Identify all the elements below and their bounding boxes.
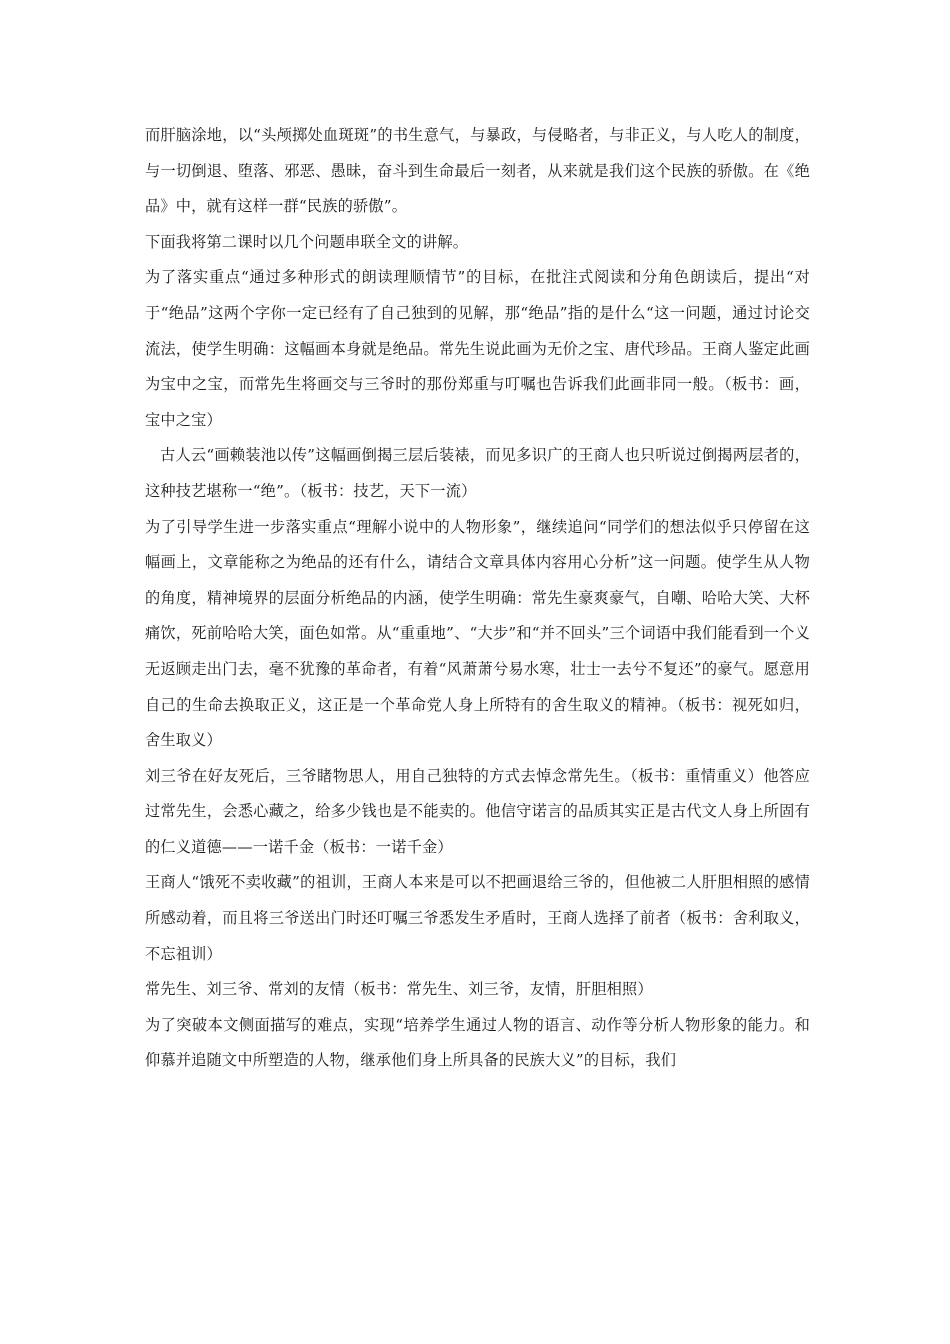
- paragraph-mounting-skill: 古人云“画赖装池以传”这幅画倒揭三层后装裱，而见多识广的王商人也只听说过倒揭两层者的，这种技艺堪称一“绝”。（板书：技艺，天下一流）: [145, 446, 810, 500]
- paragraph-teaching-goal: 为了突破本文侧面描写的难点，实现“培养学生通过人物的语言、动作等分析人物形象的能力。和仰慕并追随文中所塑造的人物，继承他们身上所具备的民族大义”的目标，我们: [145, 1015, 810, 1070]
- paragraph-painting-masterpiece: 为了落实重点“通过多种形式的朗读理顺情节”的目标，在批注式阅读和分角色朗读后，提出“对于“绝品”这两个字你一定已经有了自己独到的见解，那“绝品”指的是什么“这一问题，通过讨论交流法，使学生明确：这幅画本身就是绝品。常先生说此画为无价之宝、唐代珍品。王商人鉴定此画为宝中之宝，而常先生将画交与三爷时的那份郑重与叮嘱也告诉我们此画非同一般。（板书：画，宝中之宝）: [145, 268, 810, 429]
- paragraph-lesson-intro: 下面我将第二课时以几个问题串联全文的讲解。: [145, 232, 469, 251]
- document-page: [145, 118, 810, 1079]
- paragraph-friendship: 常先生、刘三爷、常刘的友情（板书：常先生、刘三爷，友情，肝胆相照）: [145, 980, 653, 999]
- paragraph-national-pride: 而肝脑涂地，以“头颅掷处血斑斑”的书生意气，与暴政，与侵略者，与非正义，与人吃人的制度，与一切倒退、堕落、邪恶、愚昧，奋斗到生命最后一刻者，从来就是我们这个民族的骄傲。在《绝品》中，就有这样一群“民族的骄傲”。: [145, 126, 810, 216]
- paragraph-merchant-wang: 王商人“饿死不卖收藏”的祖训，王商人本来是可以不把画退给三爷的，但他被二人肝胆相照的感情所感动着，而且将三爷送出门时还叮嘱三爷悉发生矛盾时，王商人选择了前者（板书：舍利取义，不忘祖训）: [145, 873, 810, 963]
- paragraph-third-master-liu: 刘三爷在好友死后，三爷睹物思人，用自己独特的方式去悼念常先生。（板书：重情重义）他答应过常先生，会悉心藏之，给多少钱也是不能卖的。他信守诺言的品质其实正是古代文人身上所固有的仁义道德——一诺千金（板书：一诺千金）: [145, 766, 810, 856]
- paragraph-mr-chang: 为了引导学生进一步落实重点“理解小说中的人物形象”，继续追问“同学们的想法似乎只停留在这幅画上，文章能称之为绝品的还有什么，请结合文章具体内容用心分析”这一问题。使学生从人物的角度，精神境界的层面分析绝品的内涵，使学生明确：常先生豪爽豪气，自嘲、哈哈大笑、大杯痛饮，死前哈哈大笑，面色如常。从“重重地”、“大步”和“并不回头”三个词语中我们能看到一个义无返顾走出门去，毫不犹豫的革命者，有着“风萧萧兮易水寒，壮士一去兮不复还”的豪气。愿意用自己的生命去换取正义，这正是一个革命党人身上所特有的舍生取义的精神。（板书：视死如归，舍生取义）: [145, 517, 810, 750]
